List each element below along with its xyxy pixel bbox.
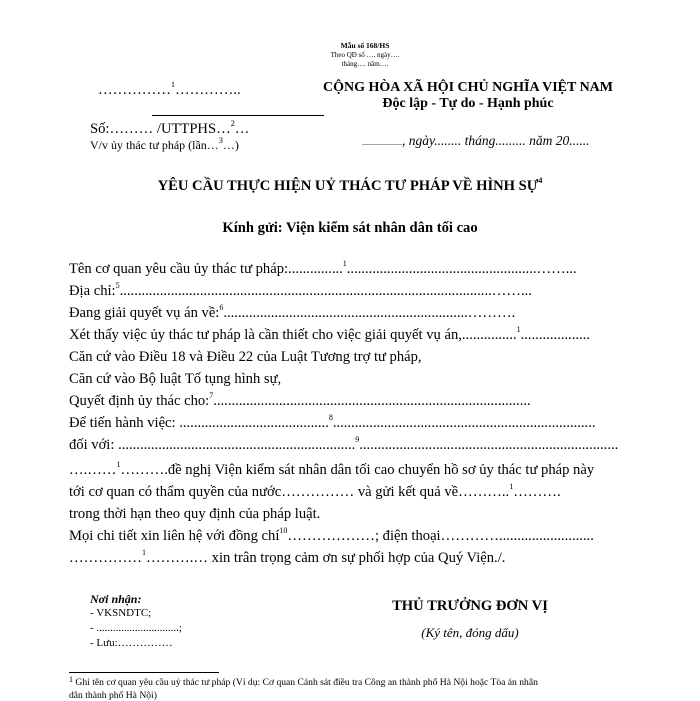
document-number: Số:……… /UTTPHS…$^2$…: [90, 119, 250, 137]
footnote-line-2: dân thành phố Hà Nội): [69, 690, 157, 701]
form-code-line2: tháng…. năm….: [341, 60, 389, 68]
body-line-address: Địa chỉ:$^5$......................................................................................................……...: [69, 281, 532, 299]
document-title: YÊU CẦU THỰC HIỆN UỶ THÁC TƯ PHÁP VỀ HÌNH SỰ$^4$: [157, 176, 543, 194]
signature-title: THỦ TRƯỞNG ĐƠN VỊ: [392, 598, 548, 614]
body-line-requesting-agency: Tên cơ quan yêu cầu ủy thác tư pháp:...............$^1$....................................................……...: [69, 259, 577, 277]
footnote-divider: [69, 672, 219, 673]
body-line-legal-basis-2: Căn cứ vào Bộ luật Tố tụng hình sự,: [69, 371, 282, 387]
form-code-title: Mẫu số 168/HS: [340, 41, 390, 50]
body-line-consideration: Xét thấy việc ủy thác tư pháp là cần thiết cho việc giải quyết vụ án,...............$^1$...................: [69, 325, 590, 343]
document-subject: V/v ủy thác tư pháp (lần…$^3$…): [90, 136, 239, 152]
body-line-task: Để tiến hành việc: .........................................$^8$........................................................................: [69, 413, 596, 431]
body-line-subject: đối với: .................................................................$^9$.......................................................................: [69, 435, 619, 453]
recipient-item: - VKSNDTC;: [90, 607, 152, 619]
paragraph-line-1: ….……$^1$……….đề nghị Viện kiểm sát nhân dân tối cao chuyển hồ sơ ủy thác tư pháp này: [69, 460, 595, 478]
agency-name: ……………$^1$…………..: [98, 80, 241, 98]
recipients-title: Nơi nhận:: [90, 592, 142, 606]
recipient-item: - ..............................;: [90, 622, 182, 634]
footnote-line-1: $^1$ Ghi tên cơ quan yêu cầu uỷ thác tư pháp (Ví dụ: Cơ quan Cảnh sát điều tra Công an thành phố Hà Nội hoặc Tòa án nhân: [69, 675, 538, 688]
signature-note: (Ký tên, đóng dấu): [421, 625, 519, 640]
form-code-line1: Theo QĐ số …. ngày….: [330, 51, 400, 59]
date-place: ...................., ngày........ tháng......... năm 20......: [362, 133, 590, 148]
nation-motto: Độc lập - Tự do - Hạnh phúc: [382, 96, 554, 111]
paragraph-line-2: tới cơ quan có thẩm quyền của nước…………… và gửi kết quả về………..$^1$……….: [69, 482, 561, 500]
header-divider-left: [152, 115, 324, 116]
nation-name: CỘNG HÒA XÃ HỘI CHỦ NGHĨA VIỆT NAM: [322, 80, 613, 95]
paragraph-line-3: trong thời hạn theo quy định của pháp luật.: [69, 506, 321, 522]
body-line-legal-basis-1: Căn cứ vào Điều 18 và Điều 22 của Luật Tương trợ tư pháp,: [69, 349, 422, 365]
body-line-decision: Quyết định ủy thác cho:$^7$.......................................................................................: [69, 391, 531, 409]
paragraph-line-4: Mọi chi tiết xin liên hệ với đồng chí$^{10}$………………; điện thoại…………..........................: [69, 526, 594, 544]
body-line-case: Đang giải quyết vụ án về:$^6$...................................................................……….: [69, 303, 516, 321]
recipient-line: Kính gửi: Viện kiểm sát nhân dân tối cao: [222, 220, 478, 236]
paragraph-line-5: ……………$^1$……….… xin trân trọng cảm ơn sự phối hợp của Quý Viện./.: [69, 548, 506, 566]
recipient-item: - Lưu:……………: [90, 637, 173, 649]
